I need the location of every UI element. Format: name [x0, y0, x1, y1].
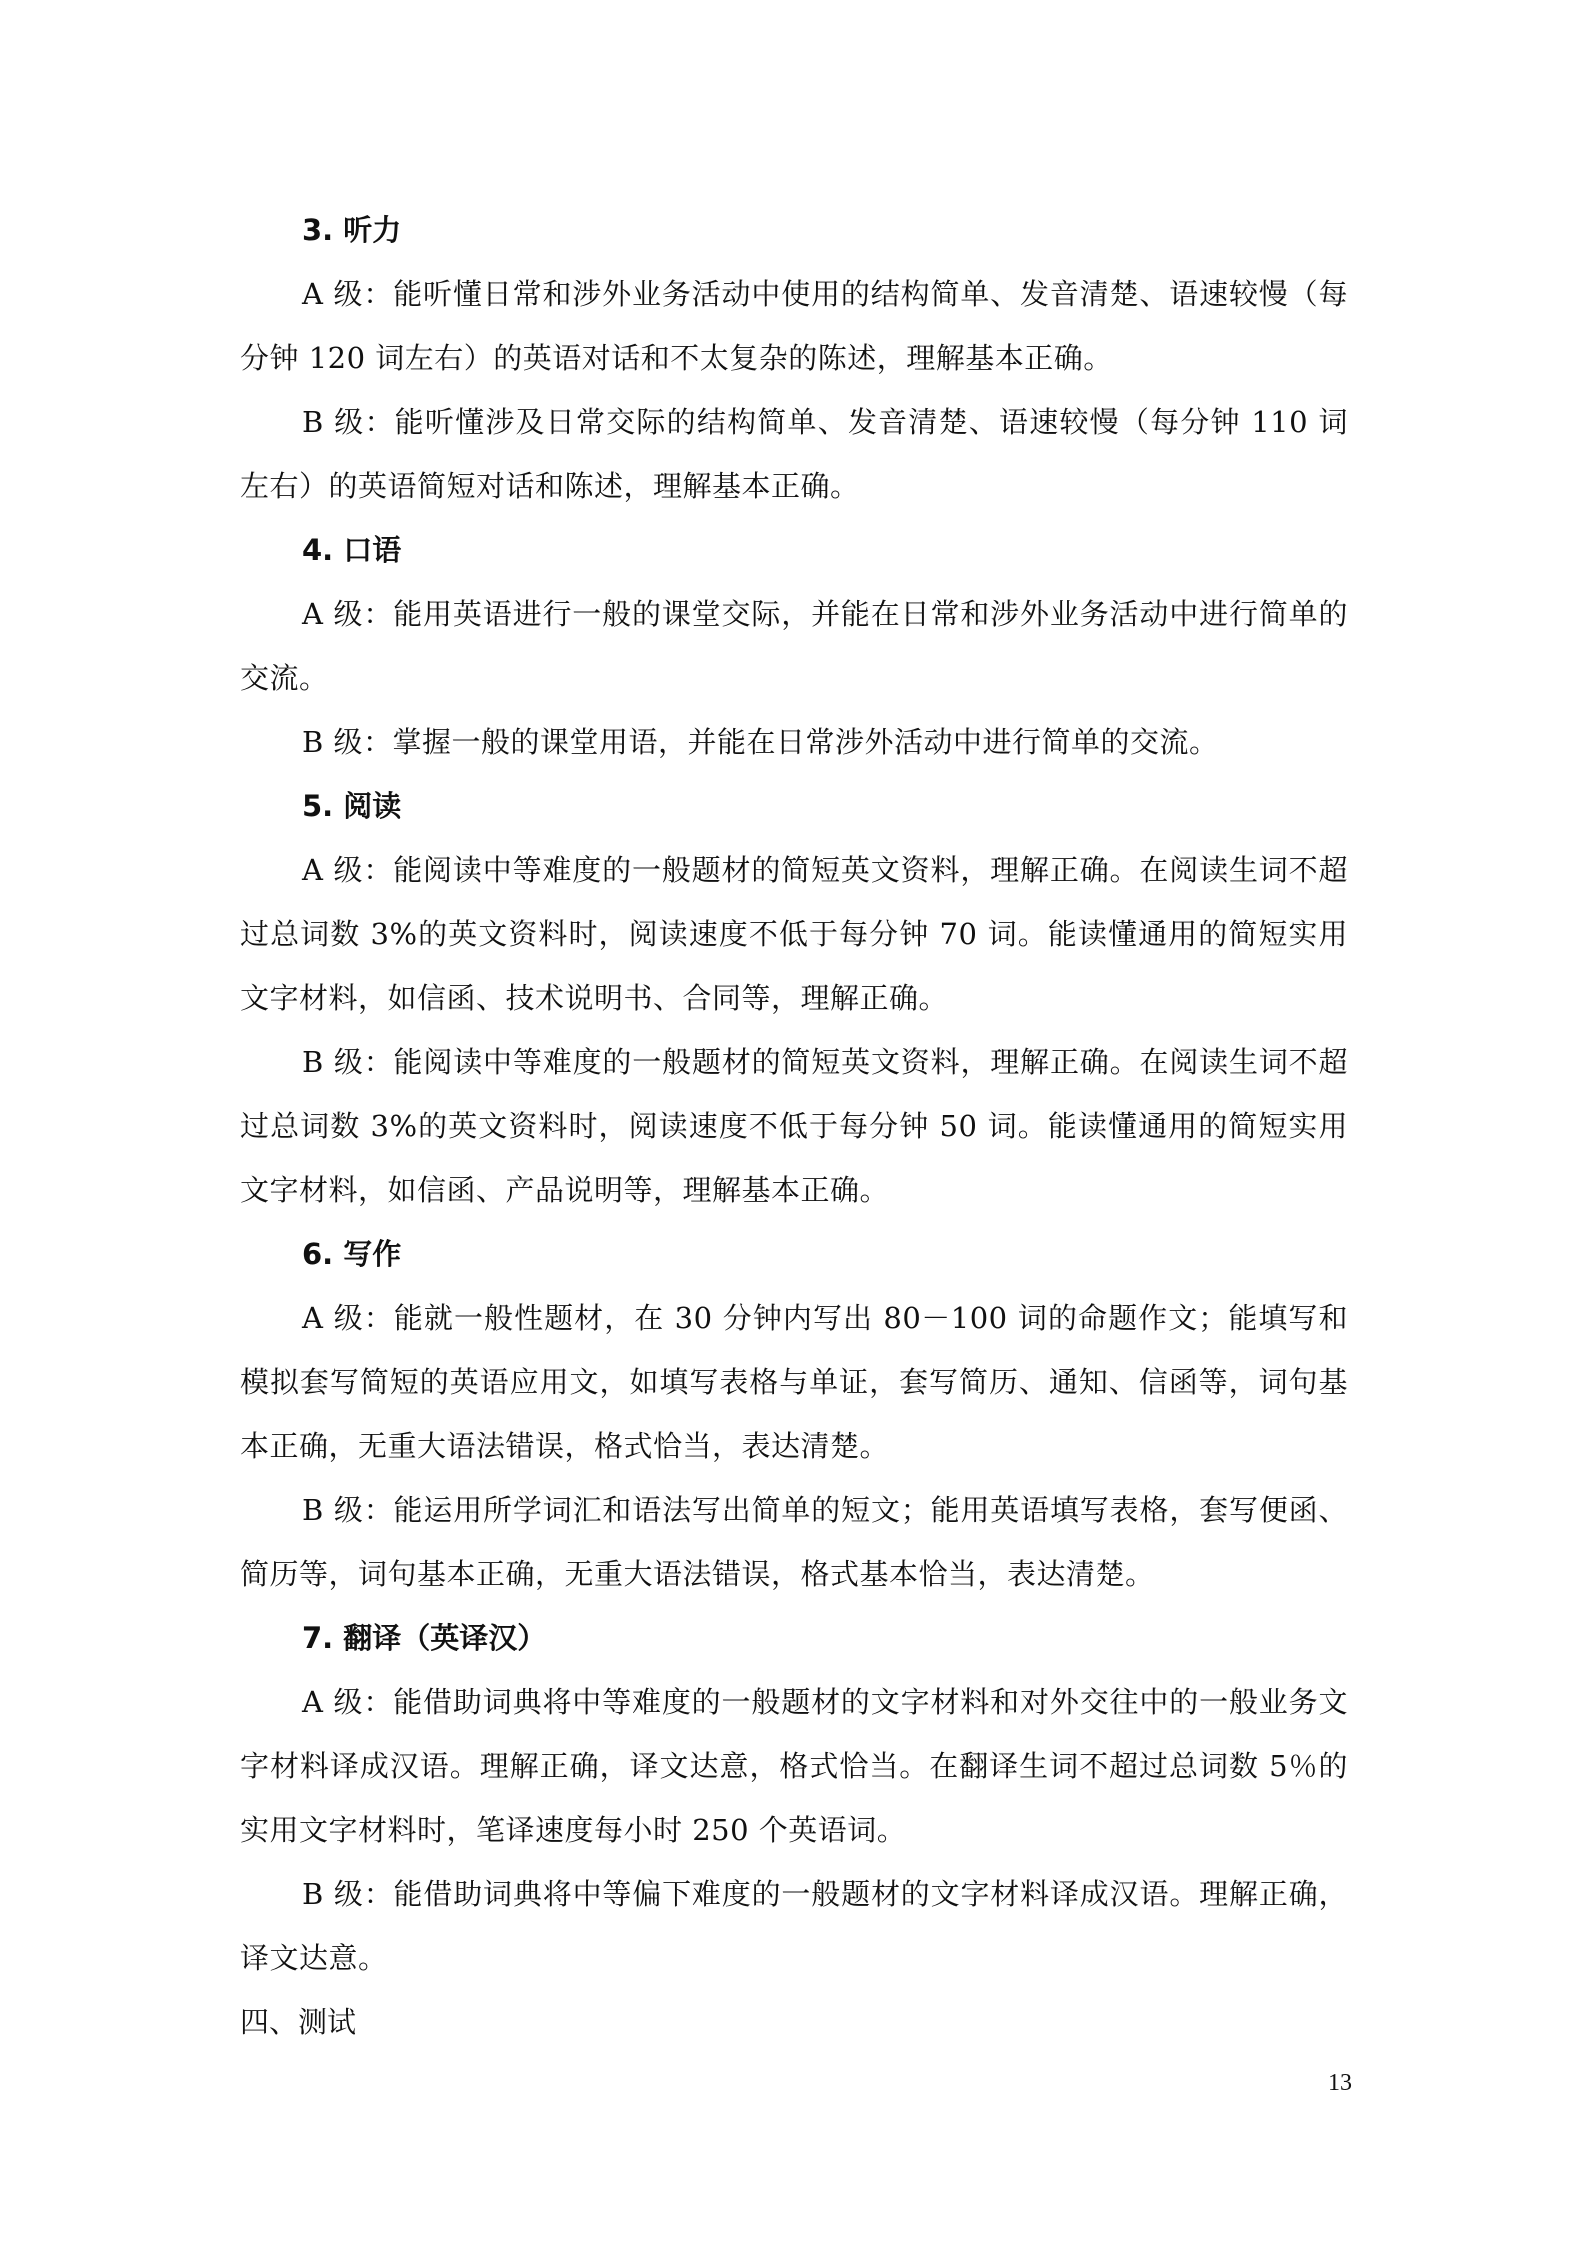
paragraph-level-a: A 级：能阅读中等难度的一般题材的简短英文资料，理解正确。在阅读生词不超过总词数 3%的英文资料时，阅读速度不低于每分钟 70 词。能读懂通用的简短实用文字材料，如信函、技术说明书、合同等，理解正确。 — [240, 853, 1348, 1015]
paragraph-level-b: B 级：能阅读中等难度的一般题材的简短英文资料，理解正确。在阅读生词不超过总词数 3%的英文资料时，阅读速度不低于每分钟 50 词。能读懂通用的简短实用文字材料，如信函、产品说明等，理解基本正确。 — [240, 1045, 1348, 1207]
paragraph-level-a: A 级：能借助词典将中等难度的一般题材的文字材料和对外交往中的一般业务文字材料译成汉语。理解正确，译文达意，格式恰当。在翻译生词不超过总词数 5％的实用文字材料时，笔译速度每小时 250 个英语词。 — [240, 1685, 1348, 1847]
paragraph-level-a: A 级：能听懂日常和涉外业务活动中使用的结构简单、发音清楚、语速较慢（每分钟 120 词左右）的英语对话和不太复杂的陈述，理解基本正确。 — [240, 277, 1348, 375]
section-listening — [240, 198, 1348, 518]
section-translation — [240, 1606, 1348, 1990]
section-heading: 6. 写作 — [302, 1237, 402, 1271]
document-body — [240, 198, 1348, 2054]
paragraph-level-b: B 级：能运用所学词汇和语法写出简单的短文；能用英语填写表格，套写便函、简历等，词句基本正确，无重大语法错误，格式基本恰当，表达清楚。 — [240, 1493, 1348, 1591]
paragraph-level-b: B 级：能听懂涉及日常交际的结构简单、发音清楚、语速较慢（每分钟 110 词左右）的英语简短对话和陈述，理解基本正确。 — [240, 405, 1348, 503]
section-writing — [240, 1222, 1348, 1606]
paragraph-level-a: A 级：能用英语进行一般的课堂交际，并能在日常和涉外业务活动中进行简单的交流。 — [240, 597, 1348, 695]
section-speaking — [240, 518, 1348, 774]
paragraph-level-b: B 级：能借助词典将中等偏下难度的一般题材的文字材料译成汉语。理解正确，译文达意。 — [240, 1877, 1348, 1975]
paragraph-level-b: B 级：掌握一般的课堂用语，并能在日常涉外活动中进行简单的交流。 — [302, 725, 1219, 759]
section-heading: 7. 翻译（英译汉） — [302, 1621, 547, 1655]
page-number: 13 — [1328, 2070, 1352, 2096]
section-reading — [240, 774, 1348, 1222]
section-four-heading: 四、测试 — [240, 2005, 357, 2039]
paragraph-level-a: A 级：能就一般性题材，在 30 分钟内写出 80－100 词的命题作文；能填写和模拟套写简短的英语应用文，如填写表格与单证，套写简历、通知、信函等，词句基本正确，无重大语法错误，格式恰当，表达清楚。 — [240, 1301, 1348, 1463]
section-heading: 3. 听力 — [302, 213, 402, 247]
section-heading: 4. 口语 — [302, 533, 402, 567]
section-heading: 5. 阅读 — [302, 789, 402, 823]
